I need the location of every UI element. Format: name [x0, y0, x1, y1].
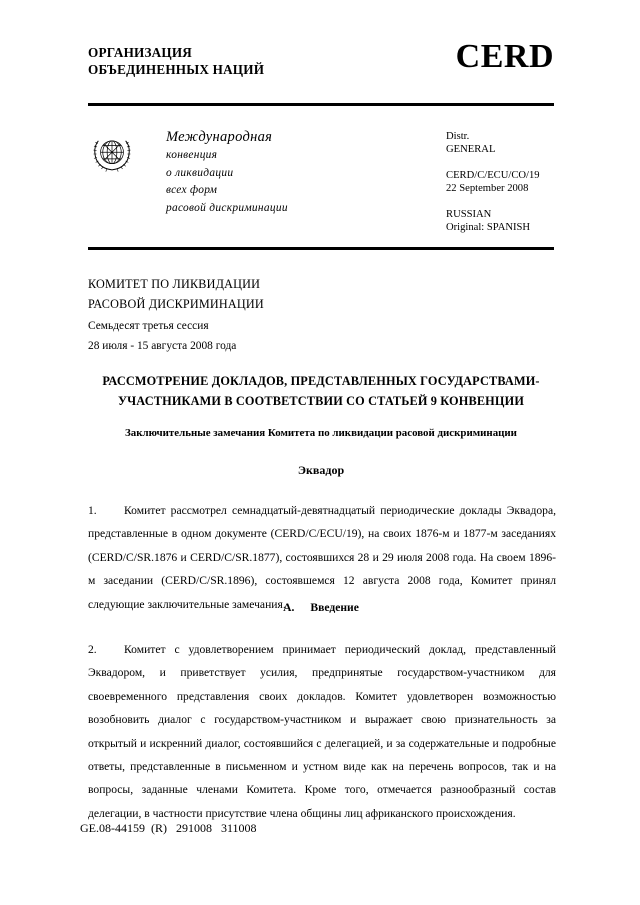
document-original-language: Original: SPANISH: [446, 222, 531, 234]
header-divider-rule: [88, 103, 554, 106]
paragraph-2-text: Комитет с удовлетворением принимает периодический доклад, представленный Эквадором, и приветствует усилия, предпринятые государством-участником для своевременного представления своих докладов. Комитет удовлетворен возможностью возобновить диалог с государством-участником и выражает свою признательность за открытый и искренний диалог, состоявшийся с делегацией, и за содержательные и подробные ответы, представленные в письменном и устном виде как на перечень вопросов, так и на вопросы, заданные членами Комитета. Кроме того, отмечается разнообразный состав делегации, в частности присутствие члена общины лиц африканского происхождения.: [88, 643, 556, 820]
page-title-line1: РАССМОТРЕНИЕ ДОКЛАДОВ, ПРЕДСТАВЛЕННЫХ ГОСУДАРСТВАМИ-: [102, 374, 540, 388]
committee-name: [88, 275, 488, 314]
convention-title: [166, 128, 396, 217]
distr-value: GENERAL: [446, 144, 496, 156]
paragraph-1: [88, 499, 556, 616]
paragraph-2: [88, 638, 556, 825]
committee-name-line2: РАСОВОЙ ДИСКРИМИНАЦИИ: [88, 296, 264, 311]
session-number: Семьдесят третья сессия: [88, 320, 209, 332]
page-title-line2: УЧАСТНИКАМИ В СООТВЕТСТВИИ СО СТАТЬЕЙ 9 КОНВЕНЦИИ: [117, 394, 525, 408]
distribution-group: [446, 130, 626, 157]
cerd-wordmark: CERD: [455, 38, 554, 75]
masthead: [88, 38, 554, 103]
document-symbol: CERD/C/ECU/CO/19: [446, 169, 540, 181]
un-emblem-icon: [90, 132, 134, 176]
distribution-block: [446, 130, 626, 234]
convention-title-line3: о ликвидации: [166, 166, 234, 179]
organization-name-line1: ОРГАНИЗАЦИЯ: [88, 45, 193, 60]
organization-name-line2: ОБЪЕДИНЕННЫХ НАЦИЙ: [88, 61, 265, 77]
country-name: Эквадор: [297, 463, 345, 477]
paragraph-1-number: 1.: [88, 504, 97, 517]
committee-block: [88, 275, 488, 356]
organization-name: [88, 45, 264, 78]
convention-title-line4: всех форм: [166, 184, 218, 196]
session-dates: 28 июля - 15 августа 2008 года: [88, 339, 237, 352]
paragraph-1-text: Комитет рассмотрел семнадцатый-девятнадцатый периодические доклады Эквадора, представленные в одном документе (CERD/C/ECU/19), на своих 1876-м и 1877-м заседаниях (CERD/C/SR.1876 и CERD/C/SR.1877), состоявшихся 28 и 29 июля 2008 года. На своем 1896-м заседании (CERD/C/SR.1896), состоявшемся 12 августа 2008 года, Комитет принял следующие заключительные замечания.: [88, 504, 556, 611]
convention-title-line2: конвенция: [166, 149, 218, 161]
committee-name-line1: КОМИТЕТ ПО ЛИКВИДАЦИИ: [88, 277, 261, 291]
convention-title-line1: Международная: [166, 129, 273, 145]
page-subtitle: Заключительные замечания Комитета по ликвидации расовой дискриминации: [125, 427, 517, 439]
section-a-title: Введение: [310, 601, 359, 614]
language-group: [446, 208, 626, 235]
section-a-letter: A.: [283, 601, 295, 614]
symbol-group: [446, 169, 626, 196]
document-date: 22 September 2008: [446, 183, 529, 195]
convention-title-line5: расовой дискриминации: [166, 201, 288, 214]
document-language: RUSSIAN: [446, 208, 492, 220]
section-heading-a: [88, 600, 554, 616]
paragraph-2-number: 2.: [88, 643, 97, 656]
distr-label: Distr.: [446, 131, 470, 142]
page-title: [88, 371, 554, 411]
document-footer: GE.08-44159 (R) 291008 311008: [80, 821, 257, 835]
section-divider-rule: [88, 247, 554, 250]
